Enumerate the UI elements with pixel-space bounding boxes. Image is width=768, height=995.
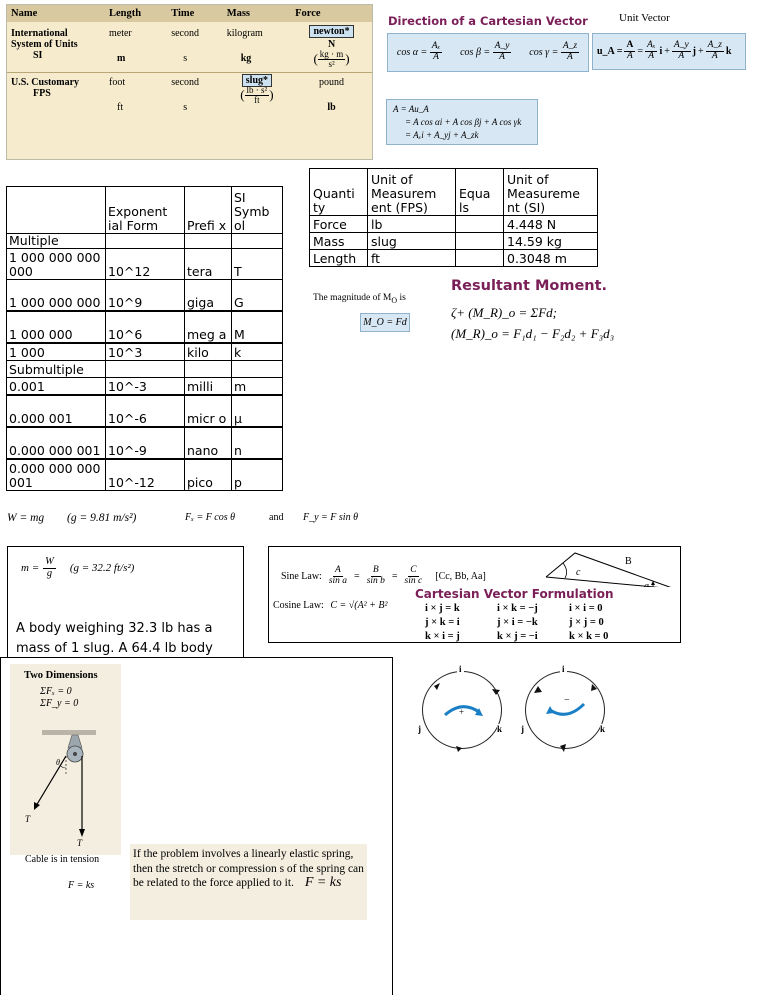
- prefix-cell: 0.000 000 001: [7, 427, 106, 459]
- prefix-table-row: [7, 395, 283, 427]
- prefix-cell: p: [232, 459, 283, 491]
- cos-beta-eq: [460, 42, 511, 63]
- fps-cell: [456, 233, 504, 250]
- prefix-table-row: [7, 311, 283, 343]
- cos-gamma-den: A: [567, 52, 573, 62]
- unit-vector-num-a: A: [626, 40, 634, 51]
- cos-beta-num: A_y: [494, 41, 510, 52]
- cos-beta-label: cos β =: [460, 46, 491, 58]
- mass-box-text: A body weighing 32.3 lb has a mass of 1 slug. A 64.4 lb body: [16, 621, 213, 656]
- prefix-cell: Submultiple: [7, 361, 106, 378]
- prefix-cell: 10^-3: [106, 378, 185, 396]
- us-length: foot: [109, 76, 126, 88]
- prefix-header-cell: SI Symb ol: [232, 187, 283, 234]
- fps-cell: Force: [310, 216, 368, 233]
- prefix-cell: 1 000: [7, 343, 106, 361]
- fps-table-row: [310, 250, 598, 267]
- us-mass-den: ft: [254, 95, 260, 106]
- prefix-cell: μ: [232, 395, 283, 427]
- mass-box: [7, 546, 244, 660]
- prefix-cell: nano: [185, 427, 232, 459]
- prefix-table-row: [7, 343, 283, 361]
- sine-law-da: sin a: [328, 575, 348, 586]
- resultant-moment-eqs: [451, 302, 614, 344]
- resultant-moment-line2: (M_R)_o = F₁d₁ − F₂d₂ + F₃d₃: [451, 326, 615, 341]
- prefix-header-cell: Exponent ial Form: [106, 187, 185, 234]
- fps-cell: lb: [368, 216, 456, 233]
- spring-note: [130, 844, 367, 920]
- cos-gamma-num: A_z: [562, 41, 578, 52]
- units-table-image: [6, 4, 373, 160]
- equilibrium-box: [0, 657, 393, 995]
- prefix-cell: tera: [185, 249, 232, 280]
- si-force-den: s²: [328, 59, 335, 70]
- prefix-table-row: [7, 459, 283, 491]
- prefix-table-row: [7, 249, 283, 280]
- prefix-cell: meg a: [185, 311, 232, 343]
- cosine-law: [273, 600, 388, 611]
- us-force: pound: [319, 76, 345, 88]
- circle-right-sign: −: [564, 695, 570, 706]
- units-header-length: Length: [105, 5, 167, 22]
- fps-si-conversion-table: [309, 168, 598, 267]
- fps-cell: [456, 250, 504, 267]
- si-length: meter: [109, 28, 132, 39]
- prefix-cell: 10^6: [106, 311, 185, 343]
- si-mass-sym: kg: [240, 53, 252, 64]
- prefix-cell: 10^3: [106, 343, 185, 361]
- prefix-table-row: [7, 280, 283, 312]
- prefix-cell: 1 000 000 000: [7, 280, 106, 312]
- si-force-sym: N: [327, 39, 336, 50]
- fps-cell: Length: [310, 250, 368, 267]
- force-y-eq: F_y = F sin θ: [303, 512, 358, 523]
- us-abbr: FPS: [33, 87, 51, 99]
- moment-magnitude-is: is: [397, 293, 406, 303]
- prefix-table-row: [7, 378, 283, 396]
- vector-expansion-eq: [386, 99, 538, 145]
- si-force-unit: ( $\frac{kg \cdot m}{\text{s²}}$ ): [313, 49, 350, 70]
- sine-law-b: B: [372, 565, 379, 575]
- us-time: second: [171, 76, 199, 88]
- unit-vector-plus1: +: [664, 46, 670, 57]
- circle-left-sign: +: [459, 707, 465, 717]
- cosine-law-eq: C = √(A² + B²: [330, 600, 388, 611]
- prefix-table-row: [7, 427, 283, 459]
- si-time-sym: s: [183, 53, 188, 64]
- prefix-cell: 1 000 000: [7, 311, 106, 343]
- cross-product-row: [425, 602, 635, 616]
- prefix-cell: M: [232, 311, 283, 343]
- unit-vector-lhs: u_A =: [597, 46, 623, 57]
- cross-product-cell: k × i = j: [425, 631, 460, 642]
- fps-cell: Mass: [310, 233, 368, 250]
- equilibrium-eq1: ΣFₓ = 0: [40, 686, 72, 697]
- prefix-table-row: [7, 234, 283, 249]
- cross-product-cell: j × j = 0: [569, 617, 604, 628]
- units-header-force: Force: [291, 5, 372, 22]
- prefix-table-header: [7, 187, 283, 234]
- us-length-sym: ft: [117, 101, 124, 113]
- prefix-cell: pico: [185, 459, 232, 491]
- us-mass: slug*: [242, 74, 272, 87]
- prefix-table: [6, 186, 283, 491]
- cross-product-row: [425, 630, 635, 643]
- resultant-moment-title: Resultant Moment.: [451, 278, 608, 294]
- units-header-time: Time: [167, 5, 223, 22]
- prefix-cell: 10^9: [106, 280, 185, 312]
- circle-arrows: [412, 664, 612, 794]
- prefix-cell: [185, 361, 232, 378]
- vector-eq-line3: = Aₓi + A_yj + A_zk: [405, 130, 479, 140]
- prefix-cell: 10^-6: [106, 395, 185, 427]
- prefix-cell: 10^12: [106, 249, 185, 280]
- cross-product-cell: i × i = 0: [569, 603, 603, 614]
- unit-vector-num-z: A_z: [707, 40, 722, 51]
- prefix-cell: Multiple: [7, 234, 106, 249]
- cos-gamma-label: cos γ =: [529, 46, 559, 58]
- unit-vector-eq: u_A = $\frac{A}{A}$ = $\frac{\text{Aₓ}}{A}$ i + $\frac{A\_y}{A}$ j + $\frac{A\_z}{A}$ k: [592, 33, 746, 70]
- tension-t2: T: [77, 838, 83, 848]
- circle-right-j: j: [521, 724, 524, 734]
- si-name-line1: International: [11, 28, 68, 39]
- si-force-num: kg · m: [319, 49, 344, 59]
- moment-formula: M_O = Fd: [360, 313, 410, 332]
- us-name-line1: U.S. Customary: [11, 76, 80, 88]
- cross-product-cell: k × j = −i: [497, 631, 538, 642]
- fps-table-row: [310, 216, 598, 233]
- sine-law-dc: sin c: [404, 575, 423, 586]
- unit-vector-i: i: [659, 46, 663, 57]
- prefix-cell: 10^-9: [106, 427, 185, 459]
- units-header-mass: Mass: [223, 5, 291, 22]
- unit-vector-k: k: [725, 46, 732, 57]
- sine-law-db: sin b: [366, 575, 385, 586]
- cosine-law-label: Cosine Law:: [273, 600, 324, 611]
- moment-magnitude-text: [313, 293, 406, 305]
- cross-product-circles: [412, 664, 612, 794]
- circle-left-k: k: [497, 724, 503, 734]
- fps-cell: [456, 216, 504, 233]
- cos-alpha-num: Aₓ: [431, 41, 441, 52]
- weight-row: [7, 512, 367, 528]
- and-word: and: [269, 512, 284, 523]
- moment-magnitude-sub: O: [391, 295, 398, 305]
- prefix-cell: milli: [185, 378, 232, 396]
- cross-product-grid: [425, 602, 635, 643]
- fps-cell: 14.59 kg: [504, 233, 598, 250]
- weight-eq: W = mg: [7, 512, 45, 524]
- cos-gamma-eq: [529, 42, 579, 63]
- us-mass-num: lb · s²: [246, 84, 268, 95]
- si-abbr: SI: [33, 50, 43, 61]
- unit-vector-num-x: Aₓ: [646, 40, 656, 51]
- fps-header-cell: Quanti ty: [310, 169, 368, 216]
- cross-product-title: Cartesian Vector Formulation: [415, 587, 614, 601]
- cross-product-cell: k × k = 0: [569, 631, 609, 642]
- prefix-cell: [106, 234, 185, 249]
- weight-g-si: (g = 9.81 m/s²): [67, 512, 137, 524]
- prefix-cell: [185, 234, 232, 249]
- prefix-cell: T: [232, 249, 283, 280]
- mass-eq-g-us: (g = 32.2 ft/s²): [69, 562, 135, 575]
- pulley-diagram: [10, 664, 121, 855]
- units-us-row: [7, 72, 372, 115]
- si-mass: kilogram: [226, 28, 263, 39]
- fps-cell: 0.3048 m: [504, 250, 598, 267]
- cos-alpha-eq: [397, 42, 442, 63]
- prefix-cell: [232, 234, 283, 249]
- triangle-label-c: c: [576, 567, 581, 578]
- laws-box: [268, 546, 681, 643]
- prefix-cell: 1 000 000 000 000: [7, 249, 106, 280]
- us-mass-unit: ( $\frac{\text{lb · s²}}{ft}$ ): [240, 84, 274, 106]
- prefix-cell: [106, 361, 185, 378]
- cartesian-direction-eqs: [387, 33, 589, 72]
- prefix-cell: micr o: [185, 395, 232, 427]
- unit-vector-j: j: [692, 46, 697, 57]
- units-header-row: [7, 5, 372, 22]
- spring-note-text: If the problem involves a linearly elastic spring, then the stretch or compression s of the spring can be related to the force applied to it.: [133, 848, 364, 889]
- cos-alpha-label: cos α =: [396, 46, 428, 58]
- mass-eq-lhs: m =: [21, 562, 40, 575]
- prefix-cell: m: [232, 378, 283, 396]
- sine-law-a: A: [335, 565, 341, 575]
- sine-law: Sine Law: $\frac{A}{\text{sin a}}$ = $\frac{B}{\text{sin b}}$ = $\frac{C}{\text{sin c}}$ [Cc, Bb, Aa]: [281, 565, 486, 586]
- cross-product-cell: j × i = −k: [497, 617, 538, 628]
- vector-eq-line1: A = Au_A: [393, 104, 429, 114]
- prefix-cell: 0.000 001: [7, 395, 106, 427]
- sine-law-label: Sine Law:: [281, 570, 322, 582]
- prefix-header-cell: Prefi x: [185, 187, 232, 234]
- prefix-cell: [232, 361, 283, 378]
- mass-eq: [21, 557, 134, 580]
- cross-product-cell: j × k = i: [425, 617, 460, 628]
- cable-tension-caption: Cable is in tension: [25, 854, 100, 865]
- cross-product-row: [425, 616, 635, 630]
- triangle-label-b: B: [625, 556, 632, 567]
- prefix-cell: 10^-12: [106, 459, 185, 491]
- theta-label: θ: [56, 758, 60, 767]
- circle-left-i: i: [459, 664, 462, 674]
- vector-eq-line2: = A cos αi + A cos βj + A cos γk: [405, 117, 522, 127]
- unit-vector-plus2: +: [698, 46, 704, 57]
- prefix-cell: kilo: [185, 343, 232, 361]
- prefix-cell: giga: [185, 280, 232, 312]
- equilibrium-spring-eq: F = ks: [68, 880, 95, 891]
- unit-vector-den-x: A: [648, 51, 655, 61]
- circle-right-i: i: [562, 664, 565, 674]
- us-force-sym: lb: [327, 101, 336, 113]
- cos-beta-den: A: [499, 52, 505, 62]
- unit-vector-den-a: A: [626, 51, 633, 61]
- cross-product-panel: [409, 587, 679, 642]
- si-name-line2: System of Units: [11, 39, 78, 50]
- fps-cell: ft: [368, 250, 456, 267]
- sine-law-pairs: [Cc, Bb, Aa]: [435, 570, 486, 582]
- fps-table-header: [310, 169, 598, 216]
- two-dimensions-figure: [10, 664, 121, 855]
- fps-cell: 4.448 N: [504, 216, 598, 233]
- fps-header-cell: Unit of Measurem ent (FPS): [368, 169, 456, 216]
- force-x-eq: Fₓ = F cos θ: [185, 512, 236, 523]
- fps-table-row: [310, 233, 598, 250]
- prefix-cell: n: [232, 427, 283, 459]
- resultant-moment-line1: ζ+ (M_R)_o = ΣFd;: [451, 305, 557, 320]
- si-length-sym: m: [117, 53, 126, 64]
- cross-product-cell: i × j = k: [425, 603, 460, 614]
- equilibrium-eq2: ΣF_y = 0: [40, 698, 79, 709]
- mass-eq-num: W: [45, 556, 54, 567]
- cos-alpha-den: A: [433, 52, 439, 62]
- units-si-row: [7, 22, 372, 72]
- prefix-cell: 0.000 000 000 001: [7, 459, 106, 491]
- si-force: newton*: [309, 25, 353, 38]
- moment-magnitude-label: The magnitude of M: [313, 293, 392, 303]
- sine-law-c: C: [410, 565, 417, 575]
- units-header-name: Name: [7, 5, 105, 22]
- unit-vector-den-y: A: [678, 51, 685, 61]
- fps-header-cell: Unit of Measureme nt (SI): [504, 169, 598, 216]
- prefix-cell: k: [232, 343, 283, 361]
- prefix-cell: G: [232, 280, 283, 312]
- circle-left-j: j: [418, 724, 421, 734]
- cross-product-cell: i × k = −j: [497, 603, 538, 614]
- cartesian-direction-title: Direction of a Cartesian Vector: [388, 14, 588, 28]
- prefix-table-row: [7, 361, 283, 378]
- si-time: second: [171, 28, 199, 39]
- fps-header-cell: Equa ls: [456, 169, 504, 216]
- circle-right-k: k: [600, 724, 606, 734]
- unit-vector-den-z: A: [711, 51, 718, 61]
- tension-t1: T: [25, 814, 31, 824]
- fps-cell: slug: [368, 233, 456, 250]
- prefix-header-cell: [7, 187, 106, 234]
- prefix-cell: 0.001: [7, 378, 106, 396]
- us-time-sym: s: [183, 101, 188, 113]
- mass-eq-den: g: [46, 567, 53, 579]
- spring-note-formula: F = ks: [304, 875, 342, 890]
- unit-vector-num-y: A_y: [673, 40, 689, 51]
- two-dimensions-title: Two Dimensions: [24, 670, 98, 681]
- unit-vector-title: Unit Vector: [619, 12, 670, 24]
